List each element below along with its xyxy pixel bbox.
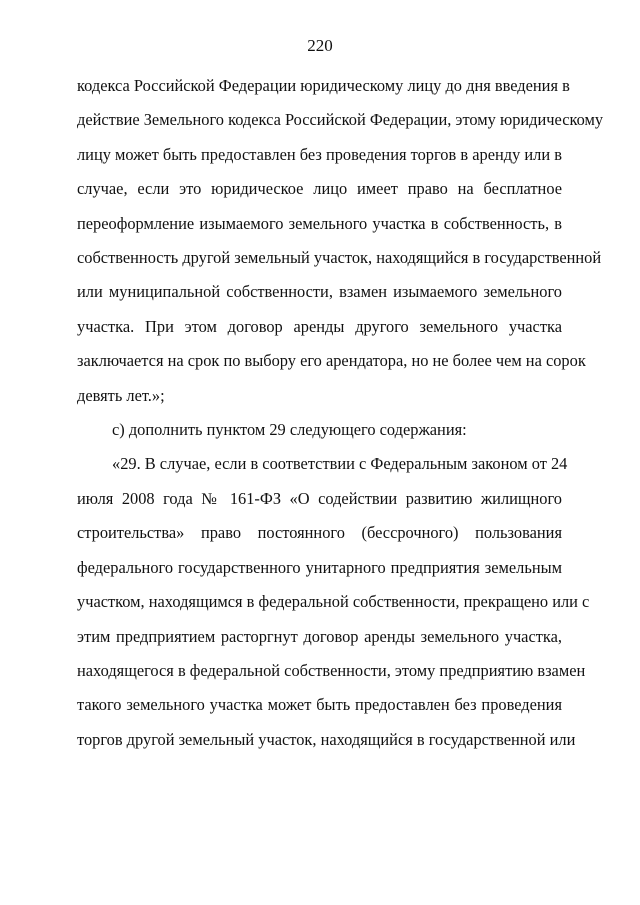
text-line: такого земельного участка может быть предоставлен без проведения	[77, 695, 562, 715]
text-line: федерального государственного унитарного предприятия земельным	[77, 557, 562, 577]
paragraph-point-29	[77, 447, 590, 757]
text-line: с) дополнить пунктом 29 следующего содержания:	[112, 420, 467, 440]
page-number: 220	[307, 36, 333, 55]
text-line: действие Земельного кодекса Российской Федерации, этому юридическому	[77, 110, 604, 130]
text-line: строительства» право постоянного (бессрочного) пользования	[77, 523, 562, 543]
text-line: этим предприятием расторгнут договор аренды земельного участка,	[77, 626, 562, 646]
text-line: находящегося в федеральной собственности, этому предприятию взамен	[77, 660, 586, 680]
text-line: или муниципальной собственности, взамен изымаемого земельного	[77, 282, 562, 302]
text-line: участка. При этом договор аренды другого земельного участка	[77, 316, 562, 336]
text-line: участком, находящимся в федеральной собственности, прекращено или с	[77, 592, 590, 612]
paragraph-amendment-c	[77, 413, 562, 447]
text-line: заключается на срок по выбору его арендатора, но не более чем на сорок	[77, 351, 586, 371]
document-body	[77, 69, 604, 757]
text-line: лицу может быть предоставлен без проведения торгов в аренду или в	[77, 144, 562, 164]
text-line: торгов другой земельный участок, находящийся в государственной или	[77, 729, 576, 749]
text-line: случае, если это юридическое лицо имеет право на бесплатное	[77, 179, 562, 199]
text-line: переоформление изымаемого земельного участка в собственность, в	[77, 213, 562, 233]
text-line: собственность другой земельный участок, находящийся в государственной	[77, 248, 602, 268]
text-line: июля 2008 года № 161-ФЗ «О содействии развитию жилищного	[77, 488, 562, 508]
text-line: «29. В случае, если в соответствии с Федеральным законом от 24	[112, 454, 568, 474]
text-line: кодекса Российской Федерации юридическому лицу до дня введения в	[77, 76, 570, 95]
paragraph-continuation	[77, 69, 604, 413]
text-line: девять лет.»;	[77, 385, 165, 405]
